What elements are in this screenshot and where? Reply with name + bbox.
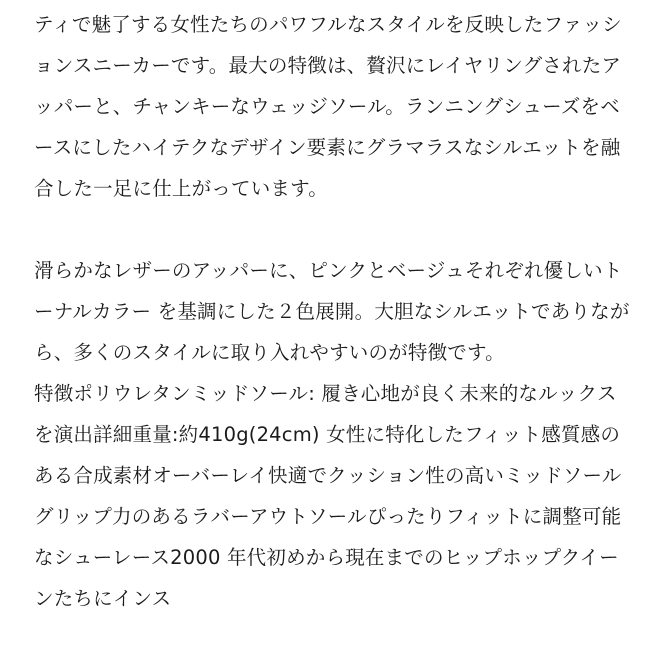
document-body [34,0,634,619]
paragraph-2: 滑らかなレザーのアッパーに、ピンクとベージュそれぞれ優しいトーナルカラー を基調にした２色展開。大胆なシルエットでありながら、多くのスタイルに取り入れやすいのが特徴です。 [34,259,630,364]
paragraph-3: 特徴ポリウレタンミッドソール: 履き心地が良く未来的なルックスを演出詳細重量:約410g(24cm) 女性に特化したフィット感質感のある合成素材オーバーレイ快適でクッション性の高いミッドソールグリップ力のあるラバーアウトソールぴったりフィットに調整可能なシューレース2000 年代初めから現在までのヒップホップクイーンたちにインス [34,382,622,610]
paragraph-1: ティで魅了する女性たちのパワフルなスタイルを反映したファッションスニーカーです。最大の特徴は、贅沢にレイヤリングされたアッパーと、チャンキーなウェッジソール。ランニングシューズをベースにしたハイテクなデザイン要素にグラマラスなシルエットを融合した一足に仕上がっています。 [34,13,622,200]
